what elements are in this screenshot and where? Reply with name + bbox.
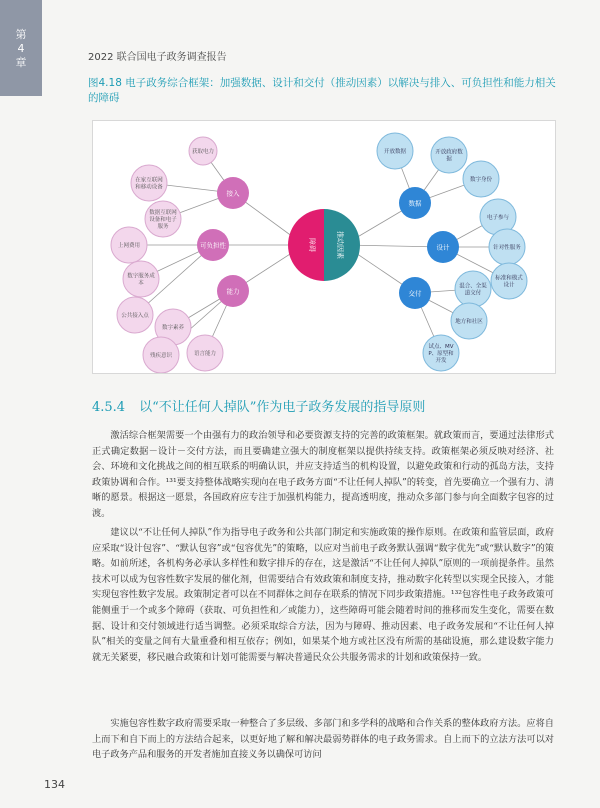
barrier-leaf-node bbox=[189, 137, 217, 165]
enabler-leaf-node bbox=[463, 161, 499, 197]
node-label: 本 bbox=[138, 280, 144, 287]
chapter-tab bbox=[0, 0, 42, 96]
barrier-leaf-node bbox=[145, 201, 181, 237]
node-label: 数字身份 bbox=[469, 176, 493, 183]
paragraph: 建议以“不让任何人掉队”作为指导电子政务和公共部门制定和实施政策的操作原则。在政策和监管层面，政府应采取“设计包容”、“默认包容”或“包容优先”的策略，以应对当前电子政务默认强调“数字优先”或“默认数字”的策略。如前所述，各机构务必承认多样性和数字排斥的存在，这是激活“不让任何人掉队”原则的一项前提条件。虽然技术可以成为包容性数字发展的催化剂，但需要结合有效政策和制度支持，推动数字化转型以实现全民接入，才能实现包容性数字发展。政策制定者可以在不同群体之间存在联系的情况下同步政策措施。¹³²包容性电子政务政策可能侧重于一个或多个障碍（获取、可负担性和／或能力），这些障碍可能会随着时间的推移而发生变化，需要在数据、设计和交付领域进行适当调整。必须采取综合方法，因为与障碍、推动因素、电子政务发展和“不让任何人掉队”相关的变量之间有大量重叠和相互依存；例如，如果某个地方或社区没有所需的基础设施，那么建设数字能力就无关紧要，移民融合政策和计划可能需要与解决普通民众公共服务需求的计划和政策保持一致。 bbox=[92, 527, 554, 663]
barrier-hub-node bbox=[197, 229, 229, 261]
node-label: 数字服务成 bbox=[127, 273, 155, 280]
chapter-tab-line1: 第 bbox=[15, 28, 27, 41]
running-header: 2022 联合国电子政务调查报告 bbox=[88, 52, 227, 63]
barrier-leaf-node bbox=[131, 165, 167, 201]
node-label: 数字素养 bbox=[161, 324, 185, 331]
barrier-leaf-node bbox=[117, 297, 153, 333]
center-barrier-half bbox=[288, 209, 324, 281]
section-title: 以“不让任何人掉队”作为电子政务发展的指导原则 bbox=[139, 400, 426, 415]
barrier-leaf-node bbox=[187, 335, 223, 371]
enabler-leaf-node bbox=[377, 133, 413, 169]
node-label: 服务 bbox=[157, 223, 169, 230]
chapter-tab-line3: 章 bbox=[15, 56, 27, 69]
node-label: 开放政府数 bbox=[435, 149, 463, 156]
page-number: 134 bbox=[44, 778, 65, 791]
section-number: 4.5.4 bbox=[92, 400, 126, 415]
framework-diagram bbox=[92, 120, 556, 374]
node-label: P、原型和 bbox=[428, 350, 454, 357]
barrier-leaf-node bbox=[123, 261, 159, 297]
node-label: 接入 bbox=[226, 189, 240, 198]
node-label: 据 bbox=[446, 156, 452, 163]
paragraph: 激活综合框架需要一个由强有力的政治领导和必要资源支持的完善的政策框架。就政策而言，要通过法律形式正式确定数据－设计－交付方法，而且要确建立强大的制度框架以提供持续支持。政策框架必须反映对经济、社会、环境和文化挑战之间的相互联系的明确认识，并应支持适当的机构设置，以避免政策和行动的孤岛方法，支持政策协调和合作。¹³¹要支持整体战略实现向在电子政务方面“不让任何人掉队”的转变，首先要确立一个强有力、清晰的愿景。根据这一愿景，各国政府应专注于加强机构能力，提高透明度，推动众多部门参与向全面数字包容的过渡。 bbox=[92, 430, 554, 519]
enabler-leaf-node bbox=[451, 303, 487, 339]
enabler-leaf-node bbox=[431, 137, 467, 173]
node-label: 语言能力 bbox=[193, 350, 217, 357]
node-label: 开放数据 bbox=[383, 148, 407, 155]
node-label: 混合、全渠 bbox=[459, 283, 487, 290]
enabler-leaf-node bbox=[455, 271, 491, 307]
center-node bbox=[288, 209, 360, 281]
node-label: 交付 bbox=[408, 289, 422, 298]
node-label: 在家互联网 bbox=[135, 177, 163, 184]
barrier-leaf-node bbox=[111, 227, 147, 263]
node-label: 设计 bbox=[503, 282, 515, 289]
node-label: 电子参与 bbox=[486, 214, 510, 221]
barrier-hub-node bbox=[217, 177, 249, 209]
node-label: 开发 bbox=[435, 357, 447, 364]
center-barrier-label: 障碍 bbox=[308, 238, 316, 252]
node-label: 能力 bbox=[226, 287, 240, 296]
node-label: 残疾意识 bbox=[149, 352, 173, 359]
node-label: 数据互联网 bbox=[149, 209, 177, 216]
enabler-hub-node bbox=[399, 187, 431, 219]
node-label: 获取电力 bbox=[191, 148, 215, 155]
node-label: 针对性服务 bbox=[493, 244, 521, 251]
node-label: 道交付 bbox=[464, 290, 482, 297]
enabler-hub-node bbox=[427, 231, 459, 263]
enabler-leaf-node bbox=[491, 263, 527, 299]
node-label: 设备和电子 bbox=[149, 216, 177, 223]
node-label: 试点、MV bbox=[428, 343, 454, 350]
enabler-leaf-node bbox=[489, 229, 525, 265]
node-label: 上网费用 bbox=[117, 242, 141, 249]
chapter-tab-line2: 4 bbox=[17, 42, 25, 55]
node-label: 地方和社区 bbox=[455, 318, 483, 325]
enabler-hub-node bbox=[399, 277, 431, 309]
node-label: 可负担性 bbox=[200, 241, 226, 250]
node-label: 标准和模式 bbox=[495, 275, 523, 282]
paragraph: 实施包容性数字政府需要采取一种整合了多层级、多部门和多学科的战略和合作关系的整体政府方法。应将自上而下和自下而上的方法结合起来，以更好地了解和解决最弱势群体的电子政务需求。自上而下的立法方法可以对电子政务产品和服务的开发者施加直接义务以确保可访问 bbox=[92, 718, 554, 761]
section-heading bbox=[92, 396, 425, 415]
figure-title: 图4.18 电子政务综合框架：加强数据、设计和交付（推动因素）以解决与排入、可负担性和能力相关的障碍 bbox=[88, 77, 556, 104]
node-label: 设计 bbox=[436, 243, 450, 252]
center-enabler-label: 推动因素 bbox=[336, 231, 344, 259]
barrier-leaf-node bbox=[143, 337, 179, 373]
enabler-leaf-node bbox=[423, 335, 459, 371]
node-label: 公共接入点 bbox=[121, 312, 149, 319]
node-label: 数据 bbox=[408, 199, 422, 208]
barrier-hub-node bbox=[217, 275, 249, 307]
node-label: 和移动设备 bbox=[135, 184, 163, 191]
